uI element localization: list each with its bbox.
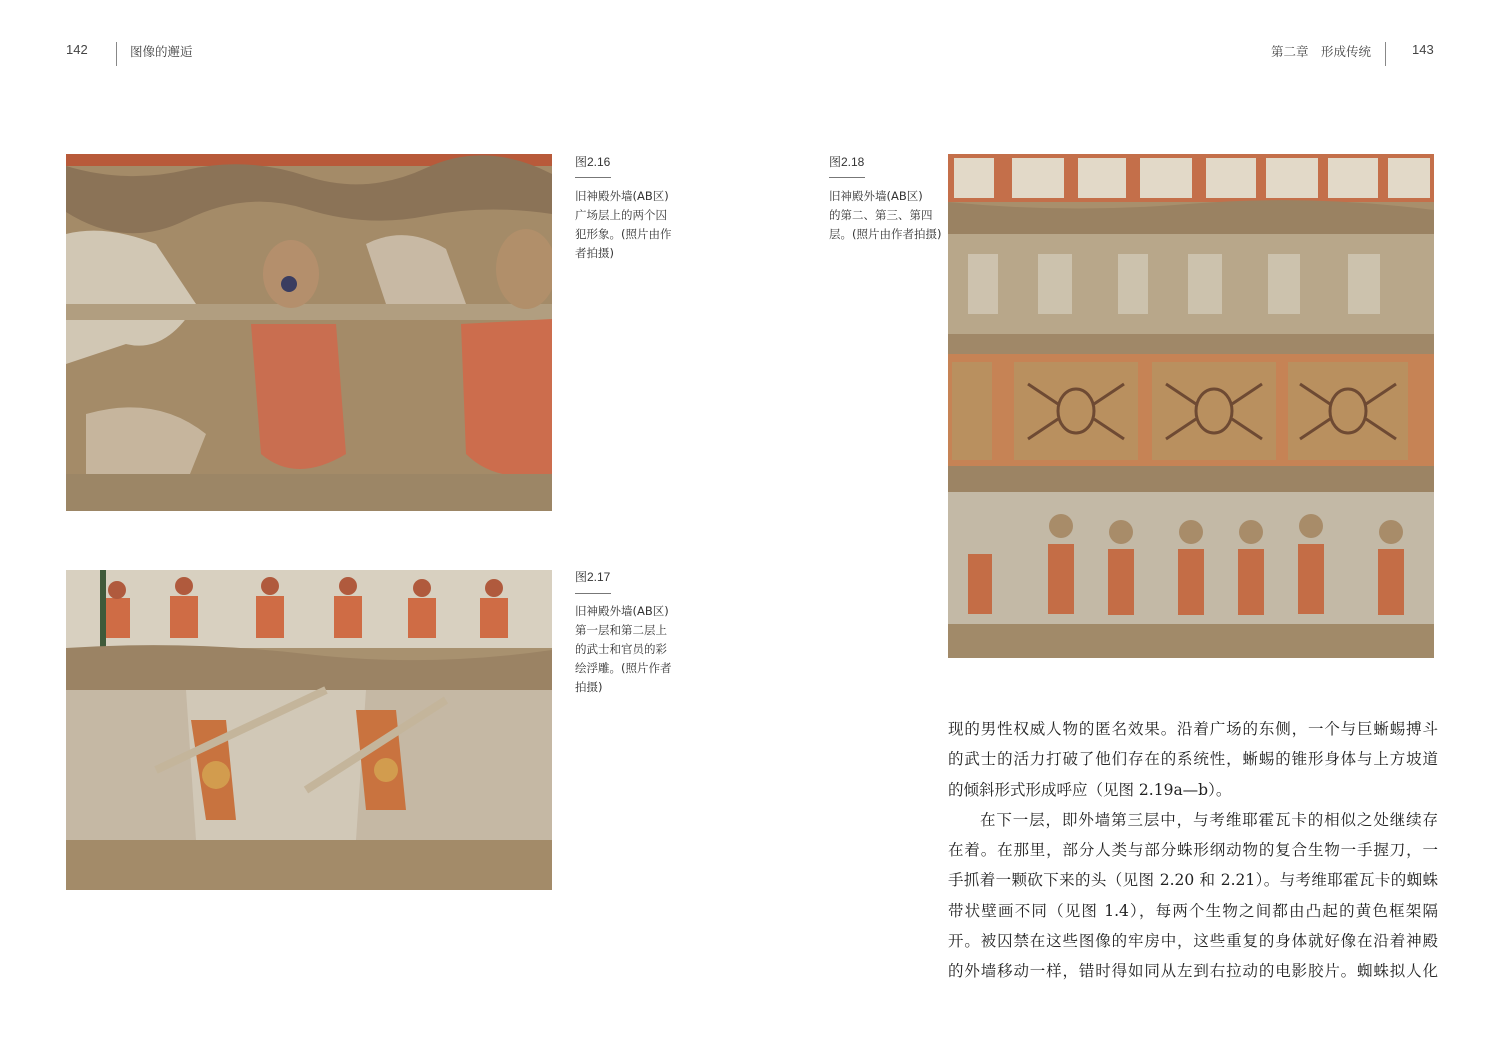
- caption-line: 广场层上的两个囚: [575, 208, 667, 222]
- right-page-number: 143: [1412, 42, 1434, 57]
- body-text-line: 在下一层，即外墙第三层中，与考维耶霍瓦卡的相似之处继续存: [980, 810, 1438, 829]
- figure-2-18-label: 图2.18: [829, 155, 865, 169]
- caption-line: 旧神殿外墙(AB区): [575, 189, 669, 203]
- figure-2-16-caption-rule: [575, 177, 611, 178]
- left-page-number: 142: [66, 42, 88, 57]
- figure-2-16-caption: [575, 187, 672, 263]
- figure-2-17-caption-rule: [575, 593, 611, 594]
- body-text: [948, 714, 1438, 987]
- figure-2-17-label: 图2.17: [575, 570, 611, 584]
- left-header-divider: [116, 42, 117, 66]
- caption-line: 旧神殿外墙(AB区): [829, 189, 923, 203]
- caption-line: 层。(照片由作者拍摄): [829, 227, 942, 241]
- figure-2-18-caption: [829, 187, 941, 244]
- caption-line: 犯形象。(照片由作: [575, 227, 672, 241]
- right-running-title: 第二章 形成传统: [1271, 44, 1372, 59]
- body-text-line: 在着。在那里，部分人类与部分蛛形纲动物的复合生物一手握刀，一: [948, 841, 1438, 860]
- figure-2-16-photo: [66, 154, 552, 511]
- caption-line: 第一层和第二层上: [575, 623, 667, 637]
- body-text-line: 手抓着一颗砍下来的头（见图 2.20 和 2.21）。与考维耶霍瓦卡的蜘蛛: [948, 871, 1438, 890]
- caption-line: 的武士和官员的彩: [575, 642, 667, 656]
- figure-2-18-photo: [948, 154, 1434, 658]
- figure-2-18-caption-rule: [829, 177, 865, 178]
- body-text-line: 的武士的活力打破了他们存在的系统性，蜥蜴的锥形身体与上方坡道: [948, 750, 1438, 769]
- caption-line: 的第二、第三、第四: [829, 208, 933, 222]
- right-header-divider: [1385, 42, 1386, 66]
- figure-2-17-photo: [66, 570, 552, 890]
- body-text-line: 的外墙移动一样，错时得如同从左到右拉动的电影胶片。蜘蛛拟人化: [948, 962, 1438, 981]
- caption-line: 者拍摄): [575, 246, 614, 260]
- body-text-line: 带状壁画不同（见图 1.4），每两个生物之间都由凸起的黄色框架隔: [948, 901, 1438, 920]
- body-text-line: 开。被囚禁在这些图像的牢房中，这些重复的身体就好像在沿着神殿: [948, 932, 1438, 951]
- left-running-title: 图像的邂逅: [130, 44, 193, 59]
- caption-line: 拍摄): [575, 680, 603, 694]
- caption-line: 绘浮雕。(照片作者: [575, 661, 672, 675]
- figure-2-16-label: 图2.16: [575, 155, 611, 169]
- body-text-line: 现的男性权威人物的匿名效果。沿着广场的东侧，一个与巨蜥蜴搏斗: [948, 720, 1438, 738]
- body-text-line: 的倾斜形式形成呼应（见图 2.19a—b）。: [948, 780, 1232, 799]
- caption-line: 旧神殿外墙(AB区): [575, 604, 669, 618]
- figure-2-17-caption: [575, 602, 672, 697]
